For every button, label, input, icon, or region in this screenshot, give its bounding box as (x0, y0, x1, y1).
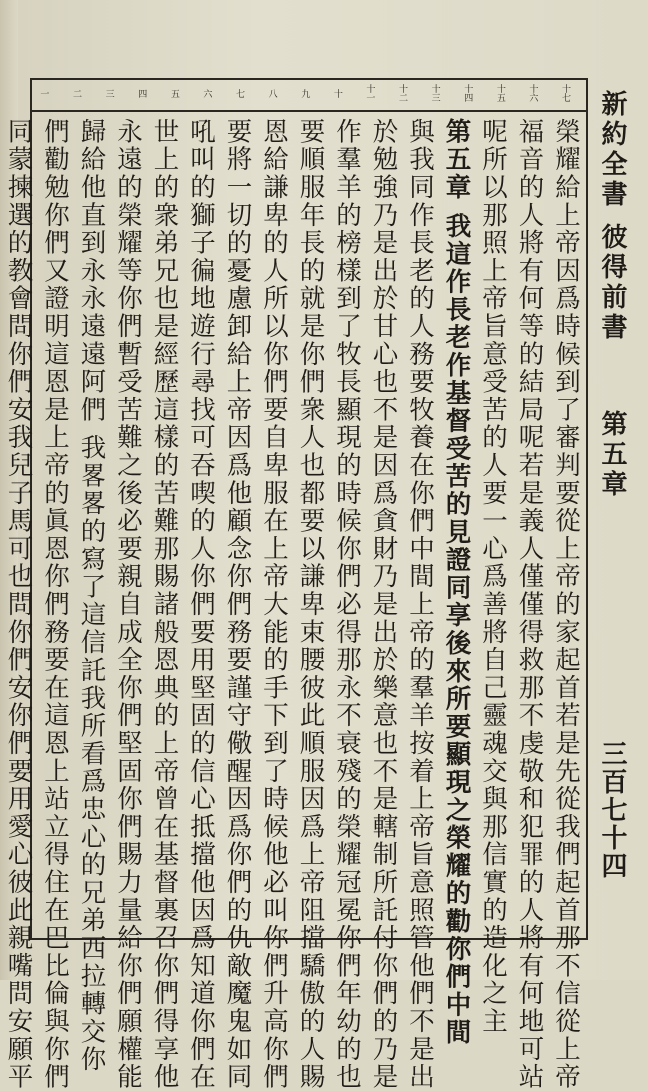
ruler-tick: 十 (331, 88, 342, 98)
verse-ruler (30, 78, 588, 112)
text-column: 歸給他直到永永遠遠阿們 我畧畧的寫了這信託我所看爲忠心的兄弟西拉轉交你 (76, 118, 107, 1074)
ruler-tick: 十三 (429, 84, 440, 102)
book-title: 新約全書 彼得前書 (597, 90, 627, 344)
ruler-tick: 六 (201, 88, 212, 98)
ruler-tick: 十二 (397, 84, 407, 102)
ruler-tick: 十一 (364, 84, 375, 102)
text-column: 要順服年長的就是你們衆人也都要以謙卑束腰彼此順服因爲上帝阻擋驕傲的人賜 (295, 118, 326, 1091)
text-column: 與我同作長老的人務要牧養在你們中間上帝的羣羊按着上帝旨意照管他們不是出 (405, 118, 435, 1091)
ruler-tick: 十六 (527, 84, 538, 102)
ruler-tick: 一 (38, 88, 49, 98)
text-column: 恩給謙卑的人所以你們要自卑服在上帝大能的手下到了時候他必叫你們升高你們 (259, 118, 289, 1091)
text-column: 同蒙揀選的教會問你們安我兒子馬可也問你們安你們要用愛心彼此親嘴問安願平 (3, 118, 34, 1091)
text-column: 要將一切的憂慮卸給上帝因爲他顧念你們務要謹守儆醒因爲你們的仇敵魔鬼如同 (222, 118, 253, 1091)
page-number: 三百七十四 (597, 740, 627, 880)
text-column: 作羣羊的榜樣到了牧長顯現的時候你們必得那永不衰殘的榮耀冠冕你們年幼的也 (332, 118, 362, 1091)
ruler-tick: 十五 (494, 84, 505, 102)
text-column: 榮耀給上帝因爲時候到了審判要從上帝的家起首若是先從我們起首那不信從上帝 (551, 118, 581, 1091)
scripture-text (3, 118, 584, 1091)
chapter-label: 第五章 (597, 410, 627, 500)
ruler-tick: 八 (266, 88, 277, 98)
ruler-tick: 二 (71, 88, 81, 98)
ruler-tick: 五 (168, 88, 179, 98)
ruler-tick: 十四 (462, 84, 473, 102)
text-column: 於勉強乃是出於甘心也不是因爲貪財乃是出於樂意也不是轄制所託付你們的乃是 (368, 118, 399, 1091)
ruler-tick: 九 (299, 88, 310, 98)
text-column: 世上的衆弟兄也是經歷這樣的苦難那賜諸般恩典的上帝曾在基督裏召你們得享他 (149, 118, 180, 1091)
ruler-tick: 十七 (560, 84, 570, 102)
text-column: 呢所以那照上帝旨意受苦的人要一心爲善將自己靈魂交與那信實的造化之主 (478, 118, 508, 1036)
ruler-tick: 三 (103, 88, 114, 98)
text-column: 永遠的榮耀等你們暫受苦難之後必要親自成全你們堅固你們賜力量給你們願權能 (113, 118, 143, 1091)
running-header (590, 90, 630, 940)
text-column-chapter-start: 第五章 我這作長老作基督受苦的見證同享後來所要顯現之榮耀的勸你們中間 (441, 118, 472, 1047)
text-column: 福音的人將有何等的結局呢若是義人僅僅得救那不虔敬和犯罪的人將有何地可站 (514, 118, 545, 1091)
ruler-tick: 四 (136, 88, 147, 98)
ruler-tick: 七 (234, 88, 244, 98)
text-column: 們勸勉你們又證明這恩是上帝的眞恩你們務要在這恩上站立得住在巴比倫與你們 (40, 118, 70, 1091)
text-column: 吼叫的獅子徧地遊行尋找可吞喫的人你們要用堅固的信心抵擋他因爲知道你們在 (186, 118, 216, 1091)
